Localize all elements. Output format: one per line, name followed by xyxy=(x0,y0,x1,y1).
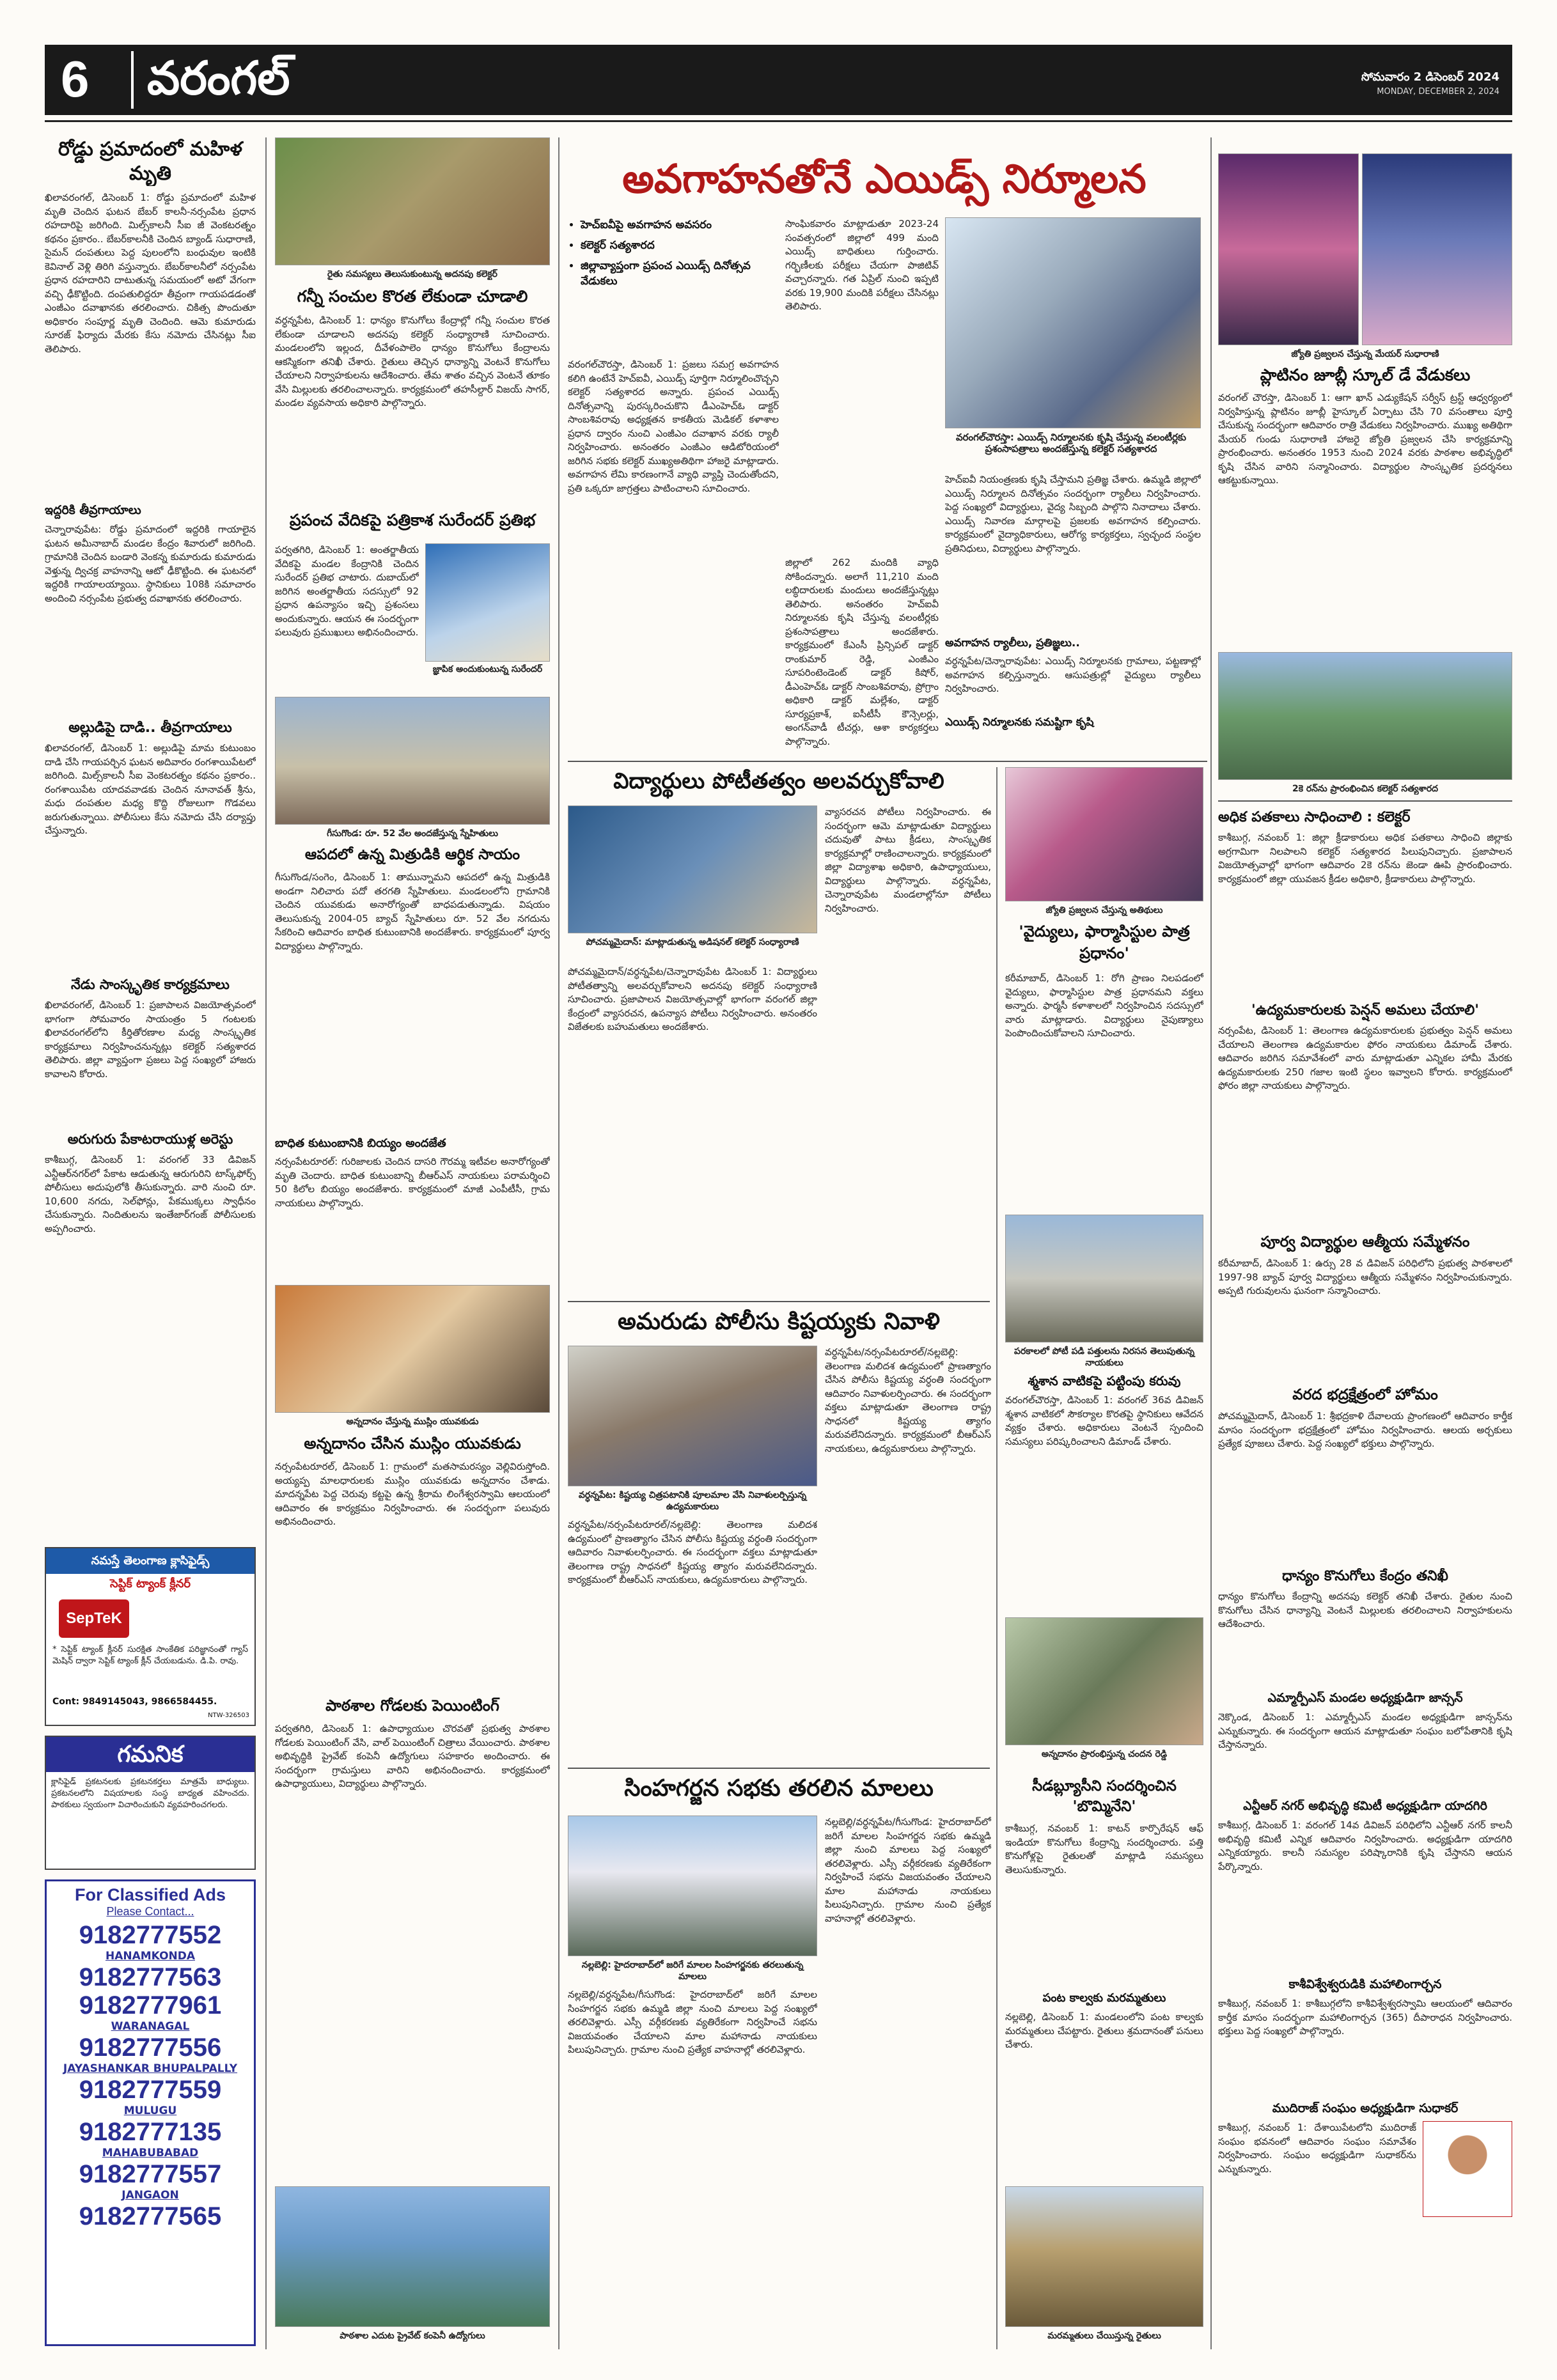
photo-mayor xyxy=(1218,153,1359,345)
article-body: కరీమాబాద్, డిసెంబర్ 1: ఉర్సు 28 వ డివిజన్ పరిధిలోని ప్రభుత్వ పాఠశాలలో 1997-98 బ్యాచ్ పూర్వ విద్యార్థులు ఆత్మీయ సమ్మేళనం నిర్వహించుకున్నారు. అప్పటి గురువులను ఘనంగా సన్మానించారు. xyxy=(1218,1257,1512,1296)
masthead-underline xyxy=(45,120,1512,122)
article-body-cont: నల్లబెల్లి/వర్ధన్నపేట/గీసుగొండ: హైదరాబాద్‌లో జరిగే మాలల సింహగర్జన సభకు ఉమ్మడి జిల్లా నుంచి మాలలు పెద్ద సంఖ్యలో తరలివెళ్లారు. ఎస్సీ వర్గీకరణకు వ్యతిరేకంగా నిర్వహించే సభను విజయవంతం చేయాలని మాల మహానాడు నాయకులు పిలుపునిచ్చారు. గ్రామాల నుంచి ప్రత్యేక వాహనాల్లో తరలివెళ్లారు. xyxy=(825,1816,991,1924)
section-rule xyxy=(568,1301,990,1302)
photo-friends-help xyxy=(275,697,550,825)
contact-phone[interactable]: 9182777559 xyxy=(79,2076,222,2104)
phone-list xyxy=(47,1921,254,2230)
headline: ఎమ్మార్పీఎస్ మండల అధ్యక్షుడిగా జాన్సన్ xyxy=(1267,1691,1463,1705)
lead-bullet: • జిల్లావ్యాప్తంగా ప్రపంచ ఎయిడ్స్ దినోత్సవ వేడుకలు xyxy=(581,258,780,289)
article-body: నల్లబెల్లి/వర్ధన్నపేట/గీసుగొండ: హైదరాబాద్‌లో జరిగే మాలల సింహగర్జన సభకు ఉమ్మడి జిల్లా నుంచి మాలలు పెద్ద సంఖ్యలో తరలివెళ్లారు. ఎస్సీ వర్గీకరణకు వ్యతిరేకంగా నిర్వహించే సభను విజయవంతం చేయాలని మాల మహానాడు నాయకులు పిలుపునిచ్చారు. గ్రామాల నుంచి ప్రత్యేక వాహనాల్లో తరలివెళ్లారు. xyxy=(568,1989,817,2055)
headline: పాఠశాల గోడలకు పెయింటింగ్ xyxy=(325,1697,499,1715)
photo-kistaiah-tribute xyxy=(568,1346,817,1486)
column-1 xyxy=(45,137,256,1505)
classified-ads-title: For Classified Ads xyxy=(74,1885,226,1904)
page-number: 6 xyxy=(61,51,90,107)
section-rule xyxy=(568,1768,990,1769)
contact-place: WARANAGAL xyxy=(111,2020,190,2033)
contact-phone[interactable]: 9182777556 xyxy=(79,2034,222,2062)
date-english: MONDAY, DECEMBER 2, 2024 xyxy=(1377,87,1499,97)
contact-phone[interactable]: 9182777557 xyxy=(79,2160,222,2188)
contact-place: HANAMKONDA xyxy=(105,1950,196,1963)
photo-students xyxy=(568,805,817,933)
article-body: వరంగల్‌చౌరస్తా, డిసెంబర్ 1: వరంగల్ 36వ డివిజన్ శ్మశాన వాటికలో సౌకర్యాల కొరతపై స్థానికులు ఆవేదన వ్యక్తం చేశారు. అధికారులు వెంటనే స్పందించి సమస్యలు పరిష్కరించాలని డిమాండ్ చేశారు. xyxy=(1005,1394,1203,1447)
photo-caption: జ్ఞాపిక అందుకుంటున్న సురేందర్ xyxy=(432,664,543,674)
article-body: నర్సంపేట, డిసెంబర్ 1: తెలంగాణ ఉద్యమకారులకు ప్రభుత్వం పెన్షన్ అమలు చేయాలని తెలంగాణ ఉద్యమకారుల ఫోరం నాయకులు డిమాండ్ చేశారు. ఆదివారం జరిగిన సమావేశంలో వారు మాట్లాడుతూ ఎన్నికల హామీ మేరకు ఉద్యమకారులకు 250 గజాల ఇంటి స్థలం ఇవ్వాలని కోరారు. కార్యక్రమంలో ఫోరం జిల్లా నాయకులు పాల్గొన్నారు. xyxy=(1218,1025,1512,1091)
column-rule xyxy=(996,767,998,2349)
classifieds-title: సెప్టిక్ ట్యాంక్ క్లీనర్ xyxy=(109,1577,191,1591)
photo-school-event xyxy=(1362,153,1512,345)
photo-caption: అన్నదానం చేస్తున్న ముస్లిం యువకుడు xyxy=(346,1417,479,1427)
article-body: కాశీబుగ్గ, నవంబర్ 1: కాశీబుగ్గలోని కాశీవిశ్వేశ్వరస్వామి ఆలయంలో ఆదివారం కార్తీక మాసం సందర్భంగా మహాలింగార్చన (365) దీపారాధన నిర్వహించారు. భక్తులు పెద్ద సంఖ్యలో పాల్గొన్నారు. xyxy=(1218,1998,1512,2037)
photo-caption: అన్నదానం ప్రారంభిస్తున్న చందన రెడ్డి xyxy=(1041,1749,1168,1759)
article-body: గీసుగొండ/సంగెం, డిసెంబర్ 1: తామున్నామని ఆపదలో ఉన్న మిత్రుడికి అండగా నిలిచారు పదో తరగతి స్నేహితులు. మండలంలోని గ్రామానికి చెందిన యువకుడు అనారోగ్యంతో బాధపడుతున్నాడు. విషయం తెలుసుకున్న 2004-05 బ్యాచ్ స్నేహితులు రూ. 52 వేల నగదును సేకరించి ఆదివారం బాధిత కుటుంబానికి అందజేశారు. కార్యక్రమంలో పూర్వ విద్యార్థులు పాల్గొన్నారు. xyxy=(275,871,550,952)
headline: ఎన్టీఆర్ నగర్ అభివృద్ధి కమిటీ అధ్యక్షుడిగా యాదగిరి xyxy=(1243,1799,1487,1813)
headline: సింహగర్జన సభకు తరలిన మాలలు xyxy=(624,1775,934,1801)
photo-school-painting xyxy=(275,2186,550,2327)
headline: బాధిత కుటుంబానికి బియ్యం అందజేత xyxy=(275,1137,446,1150)
photo-caption: నల్లబెల్లి: హైదరాబాద్‌లో జరిగే మాలల సింహగర్జనకు తరలుతున్న మాలలు xyxy=(581,1960,804,1982)
right-column-stack xyxy=(1218,807,1512,2347)
lead-col-c2: వర్ధన్నపేట/చెన్నారావుపేట: ఎయిడ్స్ నిర్మూలనకు గ్రామాలు, పట్టణాల్లో అవగాహన కల్పిస్తున్నారు. ఆసుపత్రుల్లో వైద్యులు ర్యాలీలు నిర్వహించారు. xyxy=(945,655,1201,694)
article-body: వర్ధన్నపేట/నర్సంపేటరూరల్/నల్లబెల్లి: తెలంగాణ మలిదశ ఉద్యమంలో ప్రాణత్యాగం చేసిన పోలీసు కిష్టయ్య వర్ధంతి సందర్భంగా ఆదివారం నివాళులర్పించారు. ఈ సందర్భంగా వక్తలు మాట్లాడుతూ తెలంగాణ రాష్ట్ర సాధనలో కిష్టయ్య త్యాగం మరువలేనిదన్నారు. కార్యక్రమంలో బీఆర్‌ఎస్ నాయకులు, ఉద్యమకారులు పాల్గొన్నారు. xyxy=(568,1519,817,1585)
lead-subhead: ఎయిడ్స్ నిర్మూలనకు సమష్టిగా కృషి xyxy=(945,716,1094,729)
photo-lamp-lighting xyxy=(1005,767,1203,901)
headline: శ్మశాన వాటికపై పట్టింపు కరువు xyxy=(1028,1373,1181,1388)
lead-subhead: అవగాహన ర్యాలీలు, ప్రతిజ్ఞలు.. xyxy=(945,637,1080,649)
contact-phone[interactable]: 9182777135 xyxy=(79,2118,222,2146)
contact-place: MULUGU xyxy=(123,2104,177,2117)
section-rule xyxy=(1218,800,1512,802)
photo-protest xyxy=(1005,1215,1203,1342)
photo-caption: పోచమ్మమైదాన్: మాట్లాడుతున్న అడిషనల్ కలెక్టర్ సంధ్యారాణి xyxy=(586,937,799,947)
photo-caption: పాఠశాల ఎదుట ప్రైవేట్ కంపెనీ ఉద్యోగులు xyxy=(340,2331,485,2341)
article-body: నర్సంపేటరూరల్: గురిజాలకు చెందిన దాసరి గౌరమ్మ ఇటీవల అనారోగ్యంతో మృతి చెందారు. బాధిత కుటుంబాన్ని బీఆర్‌ఎస్ నాయకులు పరామర్శించి 50 కిలోల బియ్యం అందజేశారు. కార్యక్రమంలో మాజీ ఎంపీటీసీ, గ్రామ నాయకులు పాల్గొన్నారు. xyxy=(275,1156,550,1209)
photo-caption: రైతు సమస్యలు తెలుసుకుంటున్న అదనపు కలెక్టర్ xyxy=(327,269,497,279)
article-body: వర్ధన్నపేట, డిసెంబర్ 1: ధాన్యం కొనుగోలు కేంద్రాల్లో గన్నీ సంచుల కొరత లేకుండా చూడాలని అదనపు కలెక్టర్ సంధ్యారాణి సూచించారు. మండలంలోని ఇల్లంద, దీవేళంపాలెం ధాన్యం కొనుగోలు కేంద్రాలను ఆకస్మికంగా తనిఖీ చేశారు. రైతులు తెచ్చిన ధాన్యాన్ని వెంటనే కొనుగోలు చేయాలని నిర్వాహకులను ఆదేశించారు. తేమ శాతం వచ్చిన వెంటనే తూకం వేసి మిల్లులకు తరలించాలన్నారు. కార్యక్రమంలో తహసీల్దార్ విజయ్ సాగర్, మండల వ్యవసాయ అధికారి పాల్గొన్నారు. xyxy=(275,315,550,408)
headline: అరుగురు పేకాటరాయుళ్ల అరెస్టు xyxy=(67,1132,233,1147)
headline: 'ఉద్యమకారులకు పెన్షన్ అమలు చేయాలి' xyxy=(1251,1002,1479,1018)
section-rule xyxy=(568,761,1207,762)
headline: 'వైద్యులు, ఫార్మాసిస్టుల పాత్ర ప్రధానం' xyxy=(1019,922,1190,962)
contact-phone[interactable]: 9182777552 xyxy=(79,1921,222,1949)
ad-body: * సెప్టిక్ ట్యాంక్ క్లీనర్ సురక్షిత సాంకేతిక పరిజ్ఞానంతో గ్యాస్ మెషిన్ ద్వారా సెప్టిక్ ట్యాంక్ క్లీన్ చేయబడును. డి.పి. రావు. xyxy=(52,1645,248,1666)
masthead xyxy=(45,45,1512,115)
classifieds-brand: నమస్తే తెలంగాణ క్లాసిఫైడ్స్ xyxy=(46,1548,254,1574)
page-number-divider xyxy=(131,51,134,109)
lead-bullets xyxy=(563,217,780,294)
photo-mala-rally xyxy=(568,1816,817,1956)
contact-phone[interactable]: 9182777961 xyxy=(79,1991,222,2019)
article-body: పర్వతగిరి, డిసెంబర్ 1: అంతర్జాతీయ వేదికపై మండల కేంద్రానికి చెందిన సురేందర్ ప్రతిభ చాటారు. దుబాయ్‌లో జరిగిన అంతర్జాతీయ సదస్సులో 92 ప్రధాన ఉపన్యాసం ఇచ్చి ప్రశంసలు అందుకున్నారు. ఆయన ఈ సందర్భంగా పలువురు ప్రముఖులు అభినందించారు. xyxy=(275,544,419,638)
article-body: కాశీబుగ్గ, నవంబర్ 1: జిల్లా క్రీడాకారులు అధిక పతకాలు సాధించి జిల్లాకు అగ్రగామిగా నిలపాలని కలెక్టర్ సత్యశారద పిలుపునిచ్చారు. ప్రజాపాలన విజయోత్సవాల్లో భాగంగా ఆదివారం 2కె రన్‌ను జెండా ఊపి ప్రారంభించారు. కార్యక్రమంలో జిల్లా యువజన క్రీడల అధికారి, క్రీడాకారులు పాల్గొన్నారు. xyxy=(1218,832,1512,885)
headline: పూర్వ విద్యార్థుల ఆత్మీయ సమ్మేళనం xyxy=(1260,1234,1470,1250)
contact-phone[interactable]: 9182777565 xyxy=(79,2202,222,2230)
ad-contact: Cont: 9849145043, 9866584455. xyxy=(52,1697,217,1707)
headline: అధిక పతకాలు సాధించాలి : కలెక్టర్ xyxy=(1218,809,1411,825)
column-rule xyxy=(1210,137,1212,2349)
article-body: కరీమాబాద్, డిసెంబర్ 1: రోగి ప్రాణం నిలపడంలో వైద్యులు, ఫార్మాసిస్టుల పాత్ర ప్రధానమని వక్తలు అన్నారు. ఫార్మసీ కళాశాలలో నిర్వహించిన సదస్సులో వారు మాట్లాడారు. విద్యార్థులు నైపుణ్యాలు పెంపొందించుకోవాలని సూచించారు. xyxy=(1005,972,1203,1039)
headline: ప్రపంచ వేదికపై పత్రికాశ సురేందర్ ప్రతిభ xyxy=(289,511,536,529)
septek-logo-text: SepTeK xyxy=(66,1610,122,1627)
headline: ఇద్దరికి తీవ్రగాయాలు xyxy=(45,503,141,517)
article-body: కాశీబుగ్గ, నవంబర్ 1: కాటన్ కార్పొరేషన్ ఆఫ్ ఇండియా కొనుగోలు కేంద్రాన్ని సందర్శించారు. పత్తి కొనుగోళ్లపై రైతులతో మాట్లాడి సమస్యలు తెలుసుకున్నారు. xyxy=(1005,1823,1203,1876)
lead-col-b: జిల్లాలో 262 మందికి వ్యాధి సోకిందన్నారు. అలాగే 11,210 మంది లబ్ధిదారులకు మందులు అందజేస్తున్నట్లు తెలిపారు. అనంతరం హెచ్ఐవీ నిర్మూలనకు కృషి చేస్తున్న వలంటీర్లకు ప్రశంసాపత్రాలు అందజేశారు. కార్యక్రమంలో కేఎంసీ ప్రిన్సిపల్ డాక్టర్ రాంకుమార్ రెడ్డి, ఎంజీఎం సూపరింటెండెంట్ డాక్టర్ కిషోర్, డీఎంహెచ్‌ఓ డాక్టర్ సాంబశివరావు, ప్రోగ్రాం అధికారి డాక్టర్ మల్లేశం, డాక్టర్ సూర్యప్రకాశ్, ఐసీటీసీ కౌన్సెలర్లు, అంగన్‌వాడీ టీచర్లు, ఆశా కార్యకర్తలు పాల్గొన్నారు. xyxy=(785,557,939,747)
headline: అన్నదానం చేసిన ముస్లిం యువకుడు xyxy=(304,1435,521,1452)
photo-surender-award xyxy=(425,543,550,662)
article-body: వరంగల్ చౌరస్తా, డిసెంబర్ 1: ఆగా ఖాన్ ఎడ్యుకేషన్ సర్వీస్ ట్రస్ట్ ఆధ్వర్యంలో నిర్వహిస్తున్న ప్లాటినం జూబ్లీ హైస్కూల్ ఏర్పాటు చేసి 70 వసంతాలు పూర్తి చేసుకున్న సందర్భంగా ఆదివారం రాత్రి వేడుకలు నిర్వహించారు. ముఖ్య అతిథిగా మేయర్ గుండు సుధారాణి హాజరై జ్యోతి ప్రజ్వలన చేసి కార్యక్రమాన్ని ప్రారంభించారు. అనంతరం 1953 నుంచి 2024 వరకు పాఠశాల అభివృద్ధిలో కృషి చేసిన వారిని సన్మానించారు. విద్యార్థుల సాంస్కృతిక ప్రదర్శనలు ఆకట్టుకున్నాయి. xyxy=(1218,392,1512,486)
photo-caption: జ్యోతి ప్రజ్వలన చేస్తున్న మేయర్ సుధారాణి xyxy=(1291,349,1439,359)
headline: అల్లుడిపై దాడి.. తీవ్రగాయాలు xyxy=(68,720,232,736)
photo-caption: వర్ధన్నపేట: కిష్టయ్య చిత్రపటానికి పూలమాల వేసి నివాళులర్పిస్తున్న ఉద్యమకారులు xyxy=(578,1490,807,1512)
classifieds-box xyxy=(45,1547,256,1726)
please-contact: Please Contact... xyxy=(106,1905,194,1918)
article-body: కాశీబుగ్గ, డిసెంబర్ 1: వరంగల్ 33 డివిజన్ ఎన్టీఆర్‌నగర్‌లో పేకాట ఆడుతున్న ఆరుగురిని టాస్క్‌ఫోర్స్ పోలీసులు అదుపులోకి తీసుకున్నారు. వారి నుంచి రూ. 10,600 నగదు, సెల్‌ఫోన్లు, పేకముక్కలు స్వాధీనం చేసుకున్నారు. నిందితులను ఇంతేజార్‌గంజ్ పోలీసులకు అప్పగించారు. xyxy=(45,1154,256,1234)
article-body: నర్సంపేటరూరల్, డిసెంబర్ 1: గ్రామంలో మతసామరస్యం వెల్లివిరుస్తోంది. అయ్యప్ప మాలధారులకు ముస్లిం యువకుడు అన్నదానం చేశాడు. మాదన్నపేట పెద్ద చెరువు కట్టపై ఉన్న శ్రీరామ లింగేశ్వరస్వామి ఆలయంలో ఆదివారం ఈ కార్యక్రమం నిర్వహించారు. ఈ సందర్భంగా పలువురు అభినందించారు. xyxy=(275,1461,550,1527)
photo-caption: జ్యోతి ప్రజ్వలన చేస్తున్న అతిథులు xyxy=(1045,905,1163,915)
column-2-section-3 xyxy=(275,1432,550,1914)
lead-headline: అవగాహనతోనే ఎయిడ్స్ నిర్మూలన xyxy=(622,155,1146,202)
article-body: నెక్కొండ, డిసెంబర్ 1: ఎమ్మార్పీఎస్ మండల అధ్యక్షుడిగా జాన్సన్‌ను ఎన్నుకున్నారు. ఈ సందర్భంగా ఆయన మాట్లాడుతూ సంఘం బలోపేతానికి కృషి చేస్తానన్నారు. xyxy=(1218,1711,1512,1750)
notice-title: గమనిక xyxy=(46,1737,254,1772)
lead-bullet: • కలెక్టర్ సత్యశారద xyxy=(581,238,780,253)
article-body: ఖిలావరంగల్, డిసెంబర్ 1: అల్లుడిపై మామ కుటుంబం దాడి చేసి గాయపర్చిన ఘటన అదివారం రంగశాయిపేటలో జరిగింది. మిల్స్‌కాలనీ సీఐ వెంకటరత్నం కథనం ప్రకారం.. రంగశాయిపేట యాదవవాడకు చెందిన నూనావత్ శ్రీను, మధు దంపతుల మధ్య కొద్ది రోజులుగా గొడవలు జరుగుతున్నాయి. పోలీసులు కేసు నమోదు చేసి దర్యాప్తు చేస్తున్నారు. xyxy=(45,742,256,836)
lead-col-a: వరంగల్‌చౌరస్తా, డిసెంబర్ 1: ప్రజలు సమగ్ర అవగాహన కలిగి ఉంటేనే హెచ్ఐవీ, ఎయిడ్స్ పూర్తిగా నిర్మూలించొచ్చని కలెక్టర్ సత్యశారద అన్నారు. ప్రపంచ ఎయిడ్స్ దినోత్సవాన్ని పురస్కరించుకొని డీఎంహెచ్‌ఓ డాక్టర్ సాంబశివరావు అధ్యక్షతన కాకతీయ మెడికల్ కళాశాల ప్రధాన ద్వారం నుంచి ఎంజీఎం దవాఖాన వరకు ర్యాలీ నిర్వహించారు. అనంతరం ఎంజీఎం ఆడిటోరియంలో జరిగిన సభకు కలెక్టర్ ముఖ్యఅతిథిగా హాజరై మాట్లాడారు. అవగాహన లేమి కారణంగానే వ్యాధి వ్యాప్తి చెందుతోందని, ప్రతి ఒక్కరూ జాగ్రత్తలు పాటించాలని సూచించారు. xyxy=(568,359,779,494)
headline: గన్నీ సంచుల కొరత లేకుండా చూడాలి xyxy=(297,287,528,306)
headline: ధాన్యం కొనుగోలు కేంద్రం తనిఖీ xyxy=(1282,1568,1448,1584)
photo-caption: మరమ్మతులు చేయిస్తున్న రైతులు xyxy=(1047,2331,1161,2341)
article-body: ఖిలావరంగల్, డిసెంబర్ 1: రోడ్డు ప్రమాదంలో మహిళ మృతి చెందిన ఘటన బేబర్ కాలనీ-నర్సంపేట ప్రధాన రహదారిపై జరిగింది. మిల్స్‌కాలనీ సీఐ జీ వెంకటరత్నం కథనం ప్రకారం.. బేబర్‌కాలనీకి చెందిన బ్యాండ్ సుధారాణి, సైమన్ దంపతులు పెద్ద పులంలోని బంధువుల ఇంటికి కెవినాల్ వెళ్లి తిరిగి వస్తున్నారు. బేబర్‌కాలనీలో నర్సంపేట ప్రధాన రహదారిని దాటుతున్న సమయంలో అటో వేగంగా వచ్చి ఢీకొట్టింది. దంపతులిద్దరూ తీవ్రంగా గాయపడడంతో ఎంజీఎం దవాఖానకు తరలించారు. చికిత్స పొందుతూ అధికారం సంపూర్ణ మృతి చెందింది. ఆమె కుమారుడు సూరజ్ ఫిర్యాదు మేరకు కేసు నమోదు చేసినట్లు సీఐ తెలిపారు. xyxy=(45,192,256,355)
septek-logo xyxy=(59,1599,129,1638)
photo-annadanam-2 xyxy=(1005,1617,1203,1745)
subheadline: పంట కాల్వకు మరమ్మతులు xyxy=(1042,1991,1166,2005)
headline: నేడు సాంస్కృతిక కార్యక్రమాలు xyxy=(71,977,230,992)
headline: ప్లాటినం జూబ్లీ స్కూల్ డే వేడుకలు xyxy=(1260,366,1471,384)
headline: ఆపదలో ఉన్న మిత్రుడికి ఆర్థిక సాయం xyxy=(304,846,520,863)
photo-2k-run xyxy=(1218,652,1512,780)
headline: ముదిరాజ్ సంఘం అధ్యక్షుడిగా సుధాకర్ xyxy=(1272,2101,1459,2115)
notice-box xyxy=(45,1736,256,1870)
contact-phone[interactable]: 9182777563 xyxy=(79,1963,222,1991)
notice-body: క్లాసిఫైడ్ ప్రకటనలకు ప్రకటనకర్తలు మాత్రమే బాధ్యులు. ప్రకటనలలోని విషయాలకు సంస్థ బాధ్యత వహించదు. పాఠకులు స్వయంగా విచారించుకుని వ్యవహరించగలరు. xyxy=(51,1777,249,1810)
photo-annadanam xyxy=(275,1285,550,1413)
photo-sudhakar-portrait xyxy=(1423,2121,1512,2217)
column-rule xyxy=(558,137,559,2349)
classified-contacts xyxy=(45,1879,256,2346)
lead-photo-collector xyxy=(945,217,1201,428)
article-body: ధాన్యం కొనుగోలు కేంద్రాన్ని అదనపు కలెక్టర్ తనిఖీ చేశారు. రైతుల నుంచి కొనుగోలు చేసిన ధాన్యాన్ని వెంటనే మిల్లులకు తరలించాలని నిర్వాహకులను ఆదేశించారు. xyxy=(1218,1591,1512,1629)
headline: విద్యార్థులు పోటీతత్వం అలవర్చుకోవాలి xyxy=(613,768,944,794)
lead-col-c-wrap xyxy=(945,473,1201,754)
article-body: పోచమ్మమైదాన్/వర్ధన్నపేట/చెన్నారావుపేట డిసెంబర్ 1: విద్యార్థులు పోటీతత్వాన్ని అలవర్చుకోవాలని అదనపు కలెక్టర్ సంధ్యారాణి సూచించారు. ప్రజాపాలన విజయోత్సవాల్లో భాగంగా వరంగల్ జిల్లా కేంద్రంలో వ్యాసరచన, ఉపన్యాస పోటీలు నిర్వహించారు. అనంతరం విజేతలకు బహుమతులు అందజేశారు. xyxy=(568,966,817,1032)
photo-farmers-visit xyxy=(275,137,550,265)
column-2-section-2 xyxy=(275,844,550,1293)
photo-canal-repair xyxy=(1005,2186,1203,2327)
article-body: పోచమ్మమైదాన్, డిసెంబర్ 1: శ్రీభద్రకాళి దేవాలయ ప్రాంగణంలో ఆదివారం కార్తీక మాసం సందర్భంగా భద్రక్షేత్రంలో హోమం నిర్వహించారు. ఆలయ అర్చకులు ప్రత్యేక పూజలు చేశారు. పెద్ద సంఖ్యలో భక్తులు పాల్గొన్నారు. xyxy=(1218,1410,1512,1449)
section-title: వరంగల్ xyxy=(147,51,290,105)
photo-caption: పరకాలలో పోటీ పడి పత్తులను నిరసన తెలుపుతున్న నాయకులు xyxy=(1014,1346,1194,1368)
article-body-cont: వర్ధన్నపేట/నర్సంపేటరూరల్/నల్లబెల్లి: తెలంగాణ మలిదశ ఉద్యమంలో ప్రాణత్యాగం చేసిన పోలీసు కిష్టయ్య వర్ధంతి సందర్భంగా ఆదివారం నివాళులర్పించారు. ఈ సందర్భంగా వక్తలు మాట్లాడుతూ తెలంగాణ రాష్ట్ర సాధనలో కిష్టయ్య త్యాగం మరువలేనిదన్నారు. కార్యక్రమంలో బీఆర్‌ఎస్ నాయకులు, ఉద్యమకారులు పాల్గొన్నారు. xyxy=(825,1346,991,1454)
article-body: కాశీబుగ్గ, డిసెంబర్ 1: వరంగల్ 14వ డివిజన్ పరిధిలోని ఎన్టీఆర్ నగర్ కాలనీ అభివృద్ధి కమిటీ ఎన్నిక ఆదివారం నిర్వహించారు. అధ్యక్షుడిగా యాదగిరి ఎన్నికయ్యారు. కాలనీ సమస్యల పరిష్కారానికి కృషి చేస్తానని ఆయన పేర్కొన్నారు. xyxy=(1218,1819,1512,1872)
ad-ref: NTW-326503 xyxy=(208,1712,249,1719)
lead-stats: సాంఘికవారం మాట్లాడుతూ 2023-24 సంవత్సరంలో జిల్లాలో 499 మంది ఎయిడ్స్ బాధితులు గుర్తించారు. గర్భిణీలకు పరీక్షలు చేయగా పాజిటివ్ వచ్చారన్నారు. గత ఏప్రిల్ నుంచి ఇప్పటి వరకు 19,900 మందికి పరీక్షలు చేసినట్లు తెలిపారు. xyxy=(785,218,939,312)
photo-caption: 2కె రన్‌ను ప్రారంభించిన కలెక్టర్ సత్యశారద xyxy=(1292,784,1439,794)
column-rule xyxy=(265,137,267,2349)
contact-place: JAYASHANKAR BHUPALPALLY xyxy=(63,2062,238,2075)
headline: సీడబ్ల్యూసీని సందర్శించిన 'బొమ్మినేని' xyxy=(1032,1778,1177,1815)
lead-col-c: హెచ్ఐవీ నియంత్రణకు కృషి చేస్తామని ప్రతిజ్ఞ చేశారు. ఉమ్మడి జిల్లాలో ఎయిడ్స్ నిర్మూలన దినోత్సవం సందర్భంగా ర్యాలీలు నిర్వహించారు. పెద్ద సంఖ్యలో విద్యార్థులు, వైద్య సిబ్బంది పాల్గొని నినాదాలు చేశారు. ఎయిడ్స్ నివారణ మార్గాలపై ప్రజలకు అవగాహన కల్పించారు. కార్యక్రమంలో వైద్యాధికారులు, ఆరోగ్య కార్యకర్తలు, స్వచ్ఛంద సంస్థల ప్రతినిధులు, విద్యార్థులు పాల్గొన్నారు. xyxy=(945,474,1201,554)
contact-place: MAHABUBABAD xyxy=(102,2147,199,2159)
article-body: నల్లబెల్లి, డిసెంబర్ 1: మండలంలోని పంట కాల్వకు మరమ్మతులు చేపట్టారు. రైతులు శ్రమదానంతో పనులు చేశారు. xyxy=(1005,2011,1203,2050)
photo-caption: గీసుగొండ: రూ. 52 వేల అందజేస్తున్న స్నేహితులు xyxy=(327,828,498,839)
article-body: కాశీబుగ్గ, నవంబర్ 1: దేశాయిపేటలోని ముదిరాజ్ సంఘం భవనంలో ఆదివారం సంఘం సమావేశం నిర్వహించారు. సంఘం అధ్యక్షుడిగా సుధాకర్‌ను ఎన్నుకున్నారు. xyxy=(1218,2122,1416,2175)
headline: వరద భద్రక్షేత్రంలో హోమం xyxy=(1292,1387,1438,1403)
article-body: వ్యాసరచన పోటీలు నిర్వహించారు. ఈ సందర్భంగా ఆమె మాట్లాడుతూ విద్యార్థులు చదువుతో పాటు క్రీడలు, సాంస్కృతిక కార్యక్రమాల్లో రాణించాలన్నారు. కార్యక్రమంలో జిల్లా విద్యాశాఖ అధికారి, ఉపాధ్యాయులు, విద్యార్థులు పాల్గొన్నారు. వర్ధన్నపేట, చెన్నారావుపేట మండలాల్లోనూ పోటీలు నిర్వహించారు. xyxy=(825,806,991,914)
date-telugu: సోమవారం 2 డిసెంబర్ 2024 xyxy=(1361,70,1499,84)
headline: అమరుడు పోలీసు కిష్టయ్యకు నివాళి xyxy=(618,1309,940,1335)
article-body: ఖిలావరంగల్, డిసెంబర్ 1: ప్రజాపాలన విజయోత్సవంలో భాగంగా సోమవారం సాయంత్రం 5 గంటలకు ఖిలావరంగల్‌లోని కీర్తితోరణాల మధ్య సాంస్కృతిక కార్యక్రమాలు నిర్వహించనున్నట్లు కలెక్టర్ సత్యశారద తెలిపారు. జిల్లా వ్యాప్తంగా ప్రజలు పెద్ద సంఖ్యలో హాజరు కావాలని కోరారు. xyxy=(45,999,256,1080)
column-2-section-1 xyxy=(275,284,550,538)
article-body: పర్వతగిరి, డిసెంబర్ 1: ఉపాధ్యాయుల చొరవతో ప్రభుత్వ పాఠశాల గోడలకు పెయింటింగ్ వేసి, వాల్ పెయింటింగ్ చిత్రాలు వేయించారు. పాఠశాల అభివృద్ధికి ప్రైవేట్ కంపెనీ ఉద్యోగులు సహకారం అందించారు. ఈ సందర్భంగా గ్రామస్తులు వారిని అభినందించారు. కార్యక్రమంలో ఉపాధ్యాయులు, విద్యార్థులు పాల్గొన్నారు. xyxy=(275,1723,550,1789)
headline: కాశీవిశ్వేశ్వరుడికి మహాలింగార్చన xyxy=(1288,1977,1442,1991)
article-body: చెన్నారావుపేట: రోడ్డు ప్రమాదంలో ఇద్దరికి గాయాలైన ఘటన అమీనాబాద్ మండల కేంద్రం శివారులో జరిగింది. గ్రామానికి చెందిన బండారి వెంకన్న కుమారుడు కుమారుడు వెళ్తున్న ద్విచక్ర వాహనాన్ని ఆటో ఢీకొట్టింది. ఈ ఘటనలో ఇద్దరికి గాయాలయ్యాయి. స్థానికులు 108కి సమాచారం అందించి నర్సంపేట ప్రభుత్వ దవాఖానకు తరలించారు. xyxy=(45,524,256,604)
contact-place: JANGAON xyxy=(121,2189,179,2202)
lead-bullet: • హెచ్ఐవీపై అవగాహన అవసరం xyxy=(581,217,780,233)
lead-photo-caption: వరంగల్‌చౌరస్తా: ఎయిడ్స్ నిర్మూలనకు కృషి చేస్తున్న వలంటీర్లకు ప్రశంసాపత్రాలు అందజేస్తున్న కలెక్టర్ సత్యశారద xyxy=(955,432,1187,455)
headline: రోడ్డు ప్రమాదంలో మహిళ మృతి xyxy=(58,138,242,185)
